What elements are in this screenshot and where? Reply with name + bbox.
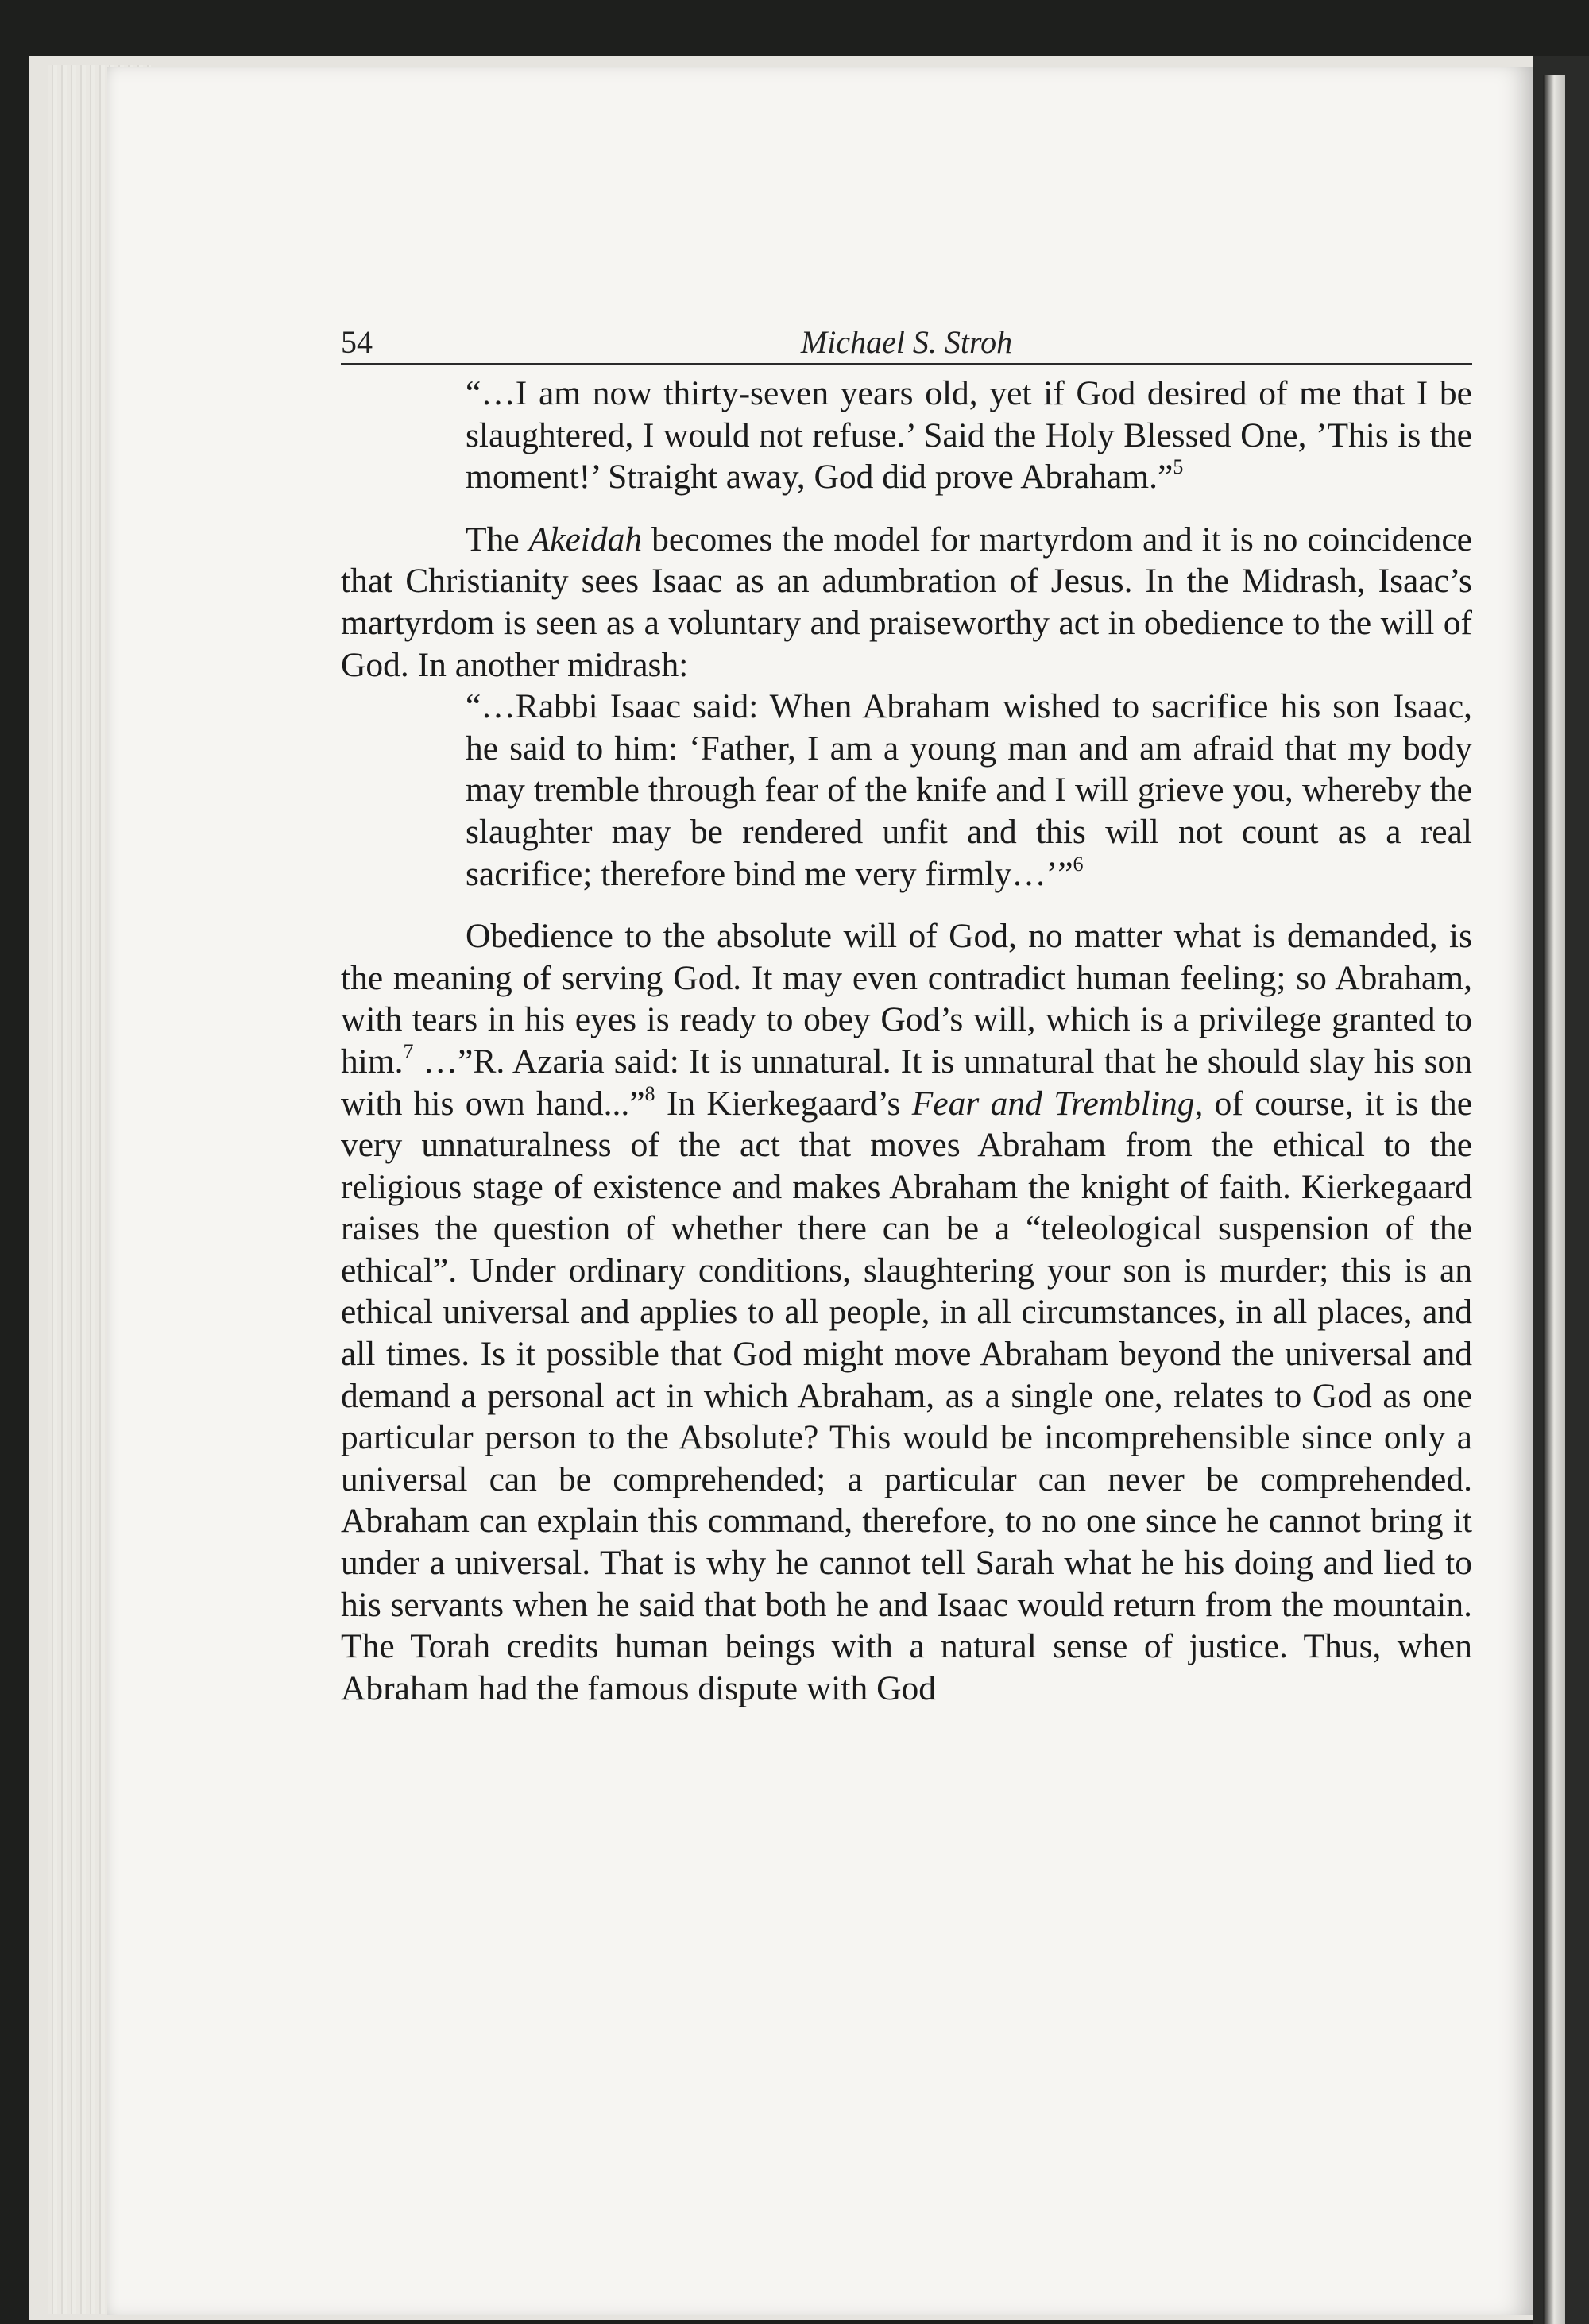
quote-2-text: “…Rabbi Isaac said: When Abraham wished to sacrifice his son Isaac, he said to him: ‘Father, I am a young man and am afraid that my body may tremble through fear of the knife and I will grieve you, whereby the slaughter may be rendered unfit and this will not count as a real sacrifice; therefore bind me very firmly…’”	[466, 687, 1472, 893]
para-2-part-2: …”R. Azaria said: It is unnatural. It is unnatural that he should slay his son with his own hand...”	[341, 1042, 1472, 1123]
para-2-italic-title: Fear and Trembling	[911, 1084, 1195, 1123]
footnote-ref-5: 5	[1173, 455, 1184, 479]
block-quote-2	[466, 686, 1472, 895]
para-2-part-1: Obedience to the absolute will of God, no matter what is demanded, is the meaning of serving God. It may even contradict human feeling; so Abraham, with tears in his eyes is ready to obey God’s will, which is a privilege granted to him.	[341, 917, 1472, 1081]
para-1-italic: Akeidah	[528, 520, 643, 559]
footnote-ref-6: 6	[1073, 852, 1084, 876]
quote-1-text: “…I am now thirty-seven years old, yet if God desired of me that I be slaughtered, I would not refuse.’ Said the Holy Blessed One, ’This is the moment!’ Straight away, God did prove Abraham.”	[466, 374, 1472, 497]
body-text	[341, 373, 1472, 1709]
page-number: 54	[341, 324, 373, 360]
footnote-ref-8: 8	[644, 1081, 655, 1105]
para-2-part-3: In Kierkegaard’s	[655, 1084, 912, 1123]
para-2-part-4: , of course, it is the very unnaturalness of the act that moves Abraham from the ethical to the religious stage of existence and makes Abraham the knight of faith. Kierkegaard raises the question of whether there can be a “teleological suspension of the ethical”. Under ordinary conditions, slaughtering your son is murder; this is an ethical universal and applies to all people, in all circumstances, in all places, and all times. Is it possible that God might move Abraham beyond the universal and demand a personal act in which Abraham, as a single one, relates to God as one particular person to the Absolute? This would be incomprehensible since only a universal can be comprehended; a particular can never be comprehended. Abraham can explain this command, therefore, to no one since he cannot bring it under a universal. That is why he cannot tell Sarah what he his doing and lied to his servants when he said that both he and Isaac would return from the mountain. The Torah credits human beings with a natural sense of justice. Thus, when Abraham had the famous dispute with God	[341, 1084, 1472, 1707]
paragraph-obedience	[341, 915, 1472, 1709]
paragraph-akeidah	[341, 519, 1472, 686]
page-curl	[1543, 75, 1565, 2324]
block-quote-1	[466, 373, 1472, 498]
running-title: Michael S. Stroh	[800, 324, 1013, 360]
para-1-after: becomes the model for martyrdom and it is no coincidence that Christianity sees Isaac as an adumbration of Jesus. In the Midrash, Isaac’s martyrdom is seen as a voluntary and praiseworthy act in obedience to the will of God. In another midrash:	[341, 520, 1472, 684]
footnote-ref-7: 7	[403, 1039, 414, 1063]
running-header	[341, 322, 1472, 365]
page-text-area	[341, 322, 1472, 1709]
para-1-before: The	[466, 520, 529, 559]
